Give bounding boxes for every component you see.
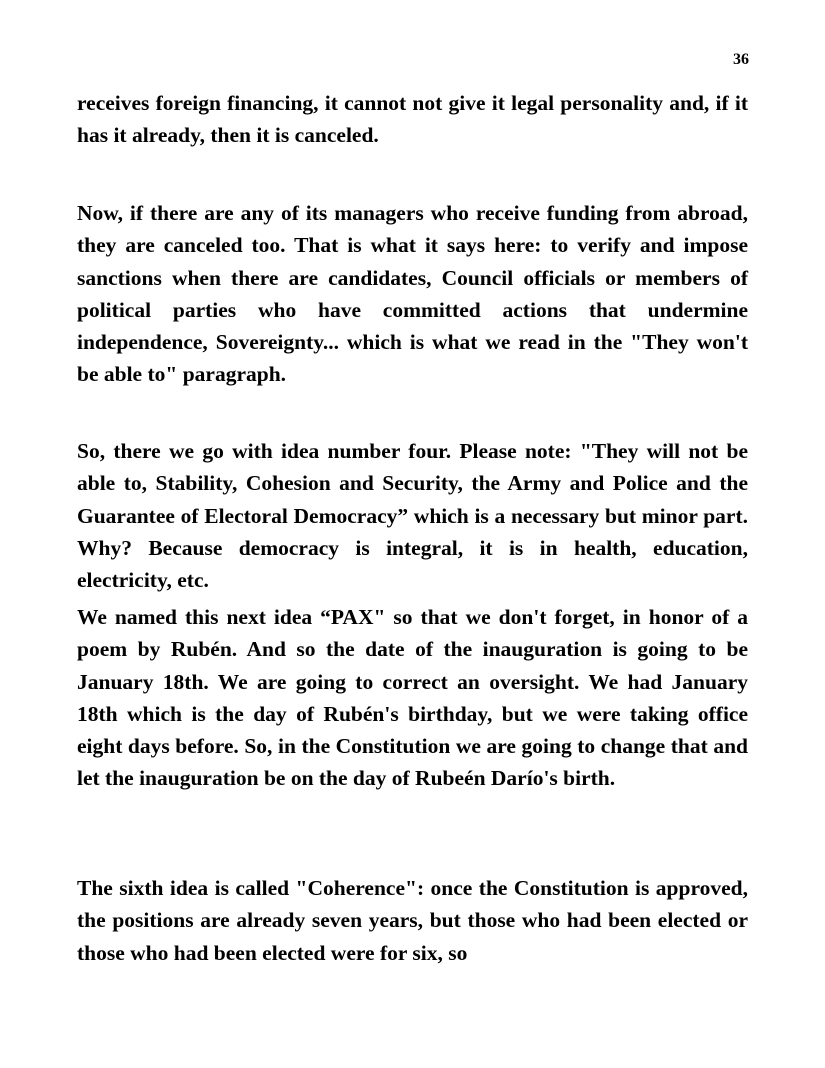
paragraph-1: receives foreign financing, it cannot not give it legal personality and, if it has it already, then it is canceled. (77, 91, 748, 148)
paragraph-5: The sixth idea is called "Coherence": once the Constitution is approved, the positions are already seven years, but those who had been elected or those who had been elected were for six, so (77, 876, 748, 965)
paragraph-2: Now, if there are any of its managers who receive funding from abroad, they are canceled too. That is what it says here: to verify and impose sanctions when there are candidates, Council officials or members of political parties who have committed actions that undermine independence, Sovereignty... which is what we read in the "They won't be able to" paragraph. (77, 201, 748, 387)
paragraph-3: So, there we go with idea number four. Please note: "They will not be able to, Stability, Cohesion and Security, the Army and Police and the Guarantee of Electoral Democracy” which is a necessary but minor part. Why? Because democracy is integral, it is in health, education, electricity, etc. (77, 439, 748, 593)
page-number: 36 (733, 51, 749, 68)
paragraph-4: We named this next idea “PAX" so that we don't forget, in honor of a poem by Rubén. And so the date of the inauguration is going to be January 18th. We are going to correct an oversight. We had January 18th which is the day of Rubén's birthday, but we were taking office eight days before. So, in the Constitution we are going to change that and let the inauguration be on the day of Rubeén Darío's birth. (77, 605, 748, 791)
